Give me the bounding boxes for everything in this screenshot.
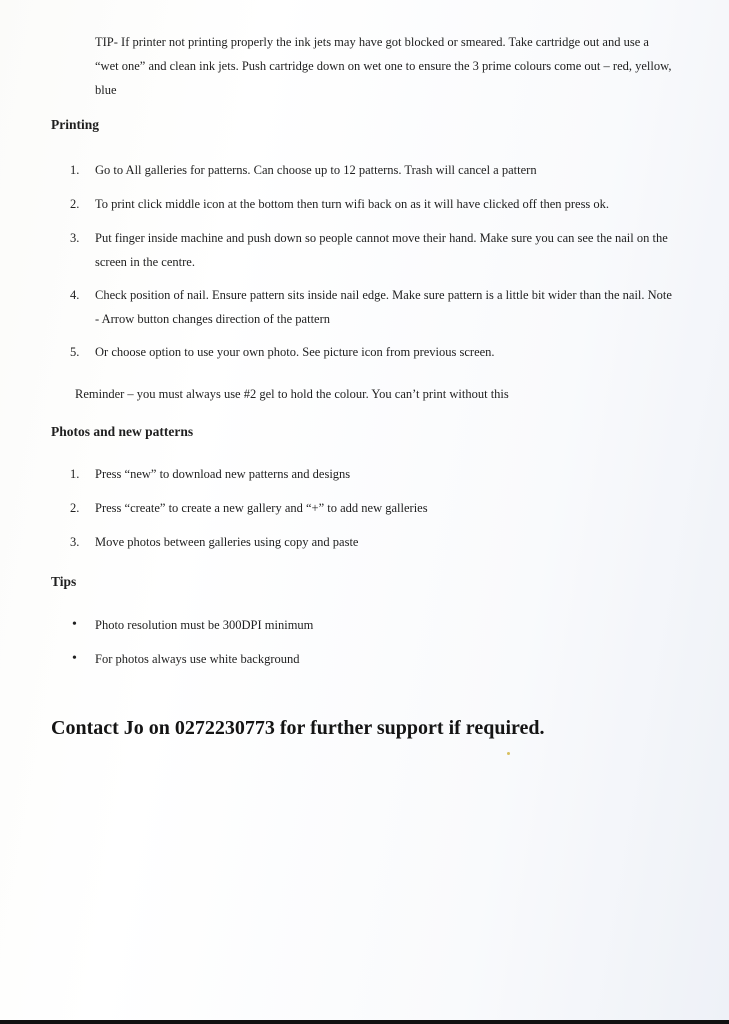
printing-step-2 xyxy=(0,192,729,216)
step-text: Or choose option to use your own photo. See picture icon from previous screen. xyxy=(95,345,495,359)
step-number: 5. xyxy=(70,345,80,359)
step-number: 3. xyxy=(70,231,80,245)
page-bottom-edge xyxy=(0,1020,729,1024)
step-text: Move photos between galleries using copy and paste xyxy=(95,535,359,549)
step-text: Press “new” to download new patterns and designs xyxy=(95,467,351,481)
tips-item-1 xyxy=(0,613,729,637)
tips-heading: Tips xyxy=(51,574,77,589)
photos-step-1 xyxy=(0,462,729,486)
contact-support-line: Contact Jo on 0272230773 for further support if required. xyxy=(51,717,545,739)
tips-item-2 xyxy=(0,647,729,671)
bullet-icon: • xyxy=(72,651,77,666)
bullet-icon: • xyxy=(72,617,77,632)
tip-text: Photo resolution must be 300DPI minimum xyxy=(95,618,314,632)
photos-step-2 xyxy=(0,496,729,520)
step-number: 1. xyxy=(70,467,80,481)
printing-step-4 xyxy=(0,283,729,331)
step-number: 1. xyxy=(70,163,80,177)
step-text: To print click middle icon at the bottom then turn wifi back on as it will have clicked off then press ok. xyxy=(95,197,610,211)
photos-step-3 xyxy=(0,530,729,554)
printing-step-1 xyxy=(0,158,729,182)
photos-heading: Photos and new patterns xyxy=(51,424,194,439)
step-number: 2. xyxy=(70,501,80,515)
printing-heading: Printing xyxy=(51,117,100,132)
step-number: 4. xyxy=(70,288,80,302)
tip-text: For photos always use white background xyxy=(95,652,300,666)
step-text: Go to All galleries for patterns. Can choose up to 12 patterns. Trash will cancel a pattern xyxy=(95,163,537,177)
step-number: 2. xyxy=(70,197,80,211)
paper-speck xyxy=(507,752,510,755)
printing-step-3 xyxy=(0,226,729,274)
step-text: Check position of nail. Ensure pattern sits inside nail edge. Make sure pattern is a little bit wider than the nail. Note - Arrow button changes direction of the pattern xyxy=(95,288,672,326)
step-text: Press “create” to create a new gallery and “+” to add new galleries xyxy=(95,501,428,515)
step-number: 3. xyxy=(70,535,80,549)
printing-step-5 xyxy=(0,340,729,364)
gel-reminder: Reminder – you must always use #2 gel to hold the colour. You can’t print without this xyxy=(75,387,509,401)
tip-paragraph: TIP- If printer not printing properly the ink jets may have got blocked or smeared. Take cartridge out and use a “wet one” and clean ink jets. Push cartridge down on wet one to ensure the 3 prime colours come out – red, yellow, blue xyxy=(95,35,672,97)
step-text: Put finger inside machine and push down so people cannot move their hand. Make sure you can see the nail on the screen in the centre. xyxy=(95,231,668,269)
